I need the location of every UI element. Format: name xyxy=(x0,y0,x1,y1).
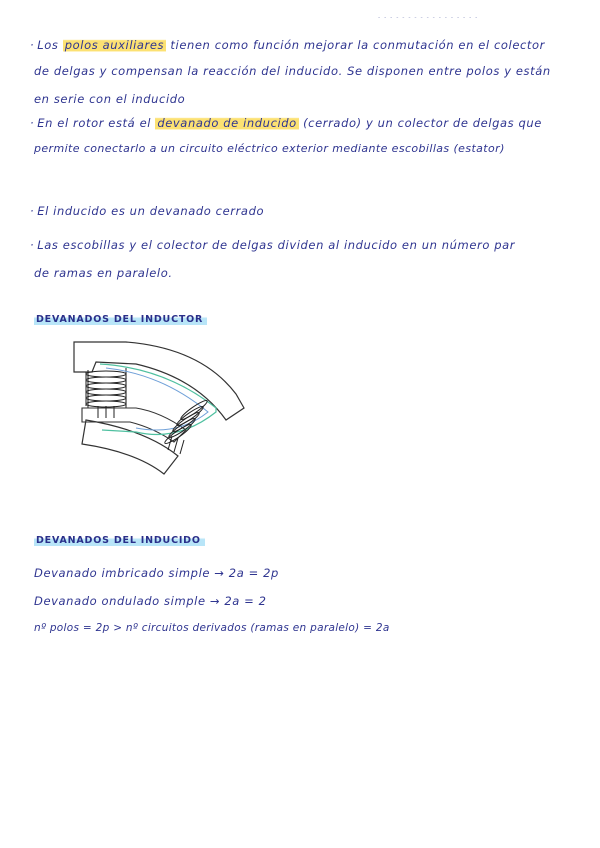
flux-path-green xyxy=(100,364,216,435)
note-text: en serie con el inducido xyxy=(34,92,186,106)
note-line xyxy=(34,142,505,155)
note-line xyxy=(34,92,185,106)
pole-winding-diagram xyxy=(66,338,246,482)
left-coil xyxy=(86,371,126,418)
note-text: de delgas y compensan la reacción del inducido. Se disponen entre polos y están xyxy=(34,64,551,78)
formula-line xyxy=(34,566,279,580)
note-text: En el rotor está el xyxy=(37,116,156,130)
section-heading-inducido: DEVANADOS DEL INDUCIDO xyxy=(34,534,205,546)
note-text: (cerrado) y un colector de delgas que xyxy=(298,116,542,130)
note-line xyxy=(34,64,551,78)
note-text: El inducido es un devanado cerrado xyxy=(37,204,265,218)
highlighted-term: polos auxiliares xyxy=(64,38,165,52)
formula-line xyxy=(34,594,267,608)
note-line: · El inducido es un devanado cerrado xyxy=(30,204,265,218)
formula-line xyxy=(34,622,390,634)
note-text: permite conectarlo a un circuito eléctrico exterior mediante escobillas (estator) xyxy=(34,142,505,155)
formula-text: nº polos = 2p > nº circuitos derivados (ramas en paralelo) = 2a xyxy=(34,622,390,634)
formula-text: Devanado imbricado simple → 2a = 2p xyxy=(34,566,279,580)
note-text: de ramas en paralelo. xyxy=(34,266,173,280)
section-heading-inductor: DEVANADOS DEL INDUCTOR xyxy=(34,313,207,325)
note-line: · En el rotor está el devanado de inducido (cerrado) y un colector de delgas que xyxy=(30,116,542,130)
highlighted-term: devanado de inducido xyxy=(157,116,297,130)
note-line xyxy=(34,266,173,280)
note-text: tienen como función mejorar la conmutación en el colector xyxy=(166,38,546,52)
note-text: Los xyxy=(37,38,63,52)
page-top-marks: - - - - - - - - - - - - - - - - - xyxy=(378,14,479,21)
note-text: Las escobillas y el colector de delgas dividen al inducido en un número par xyxy=(37,238,516,252)
armature-outline xyxy=(82,420,178,474)
note-line: · Las escobillas y el colector de delgas dividen al inducido en un número par xyxy=(30,238,516,252)
formula-text: Devanado ondulado simple → 2a = 2 xyxy=(34,594,267,608)
right-coil xyxy=(163,398,209,454)
note-line: · Los polos auxiliares tienen como función mejorar la conmutación en el colector xyxy=(30,38,546,52)
